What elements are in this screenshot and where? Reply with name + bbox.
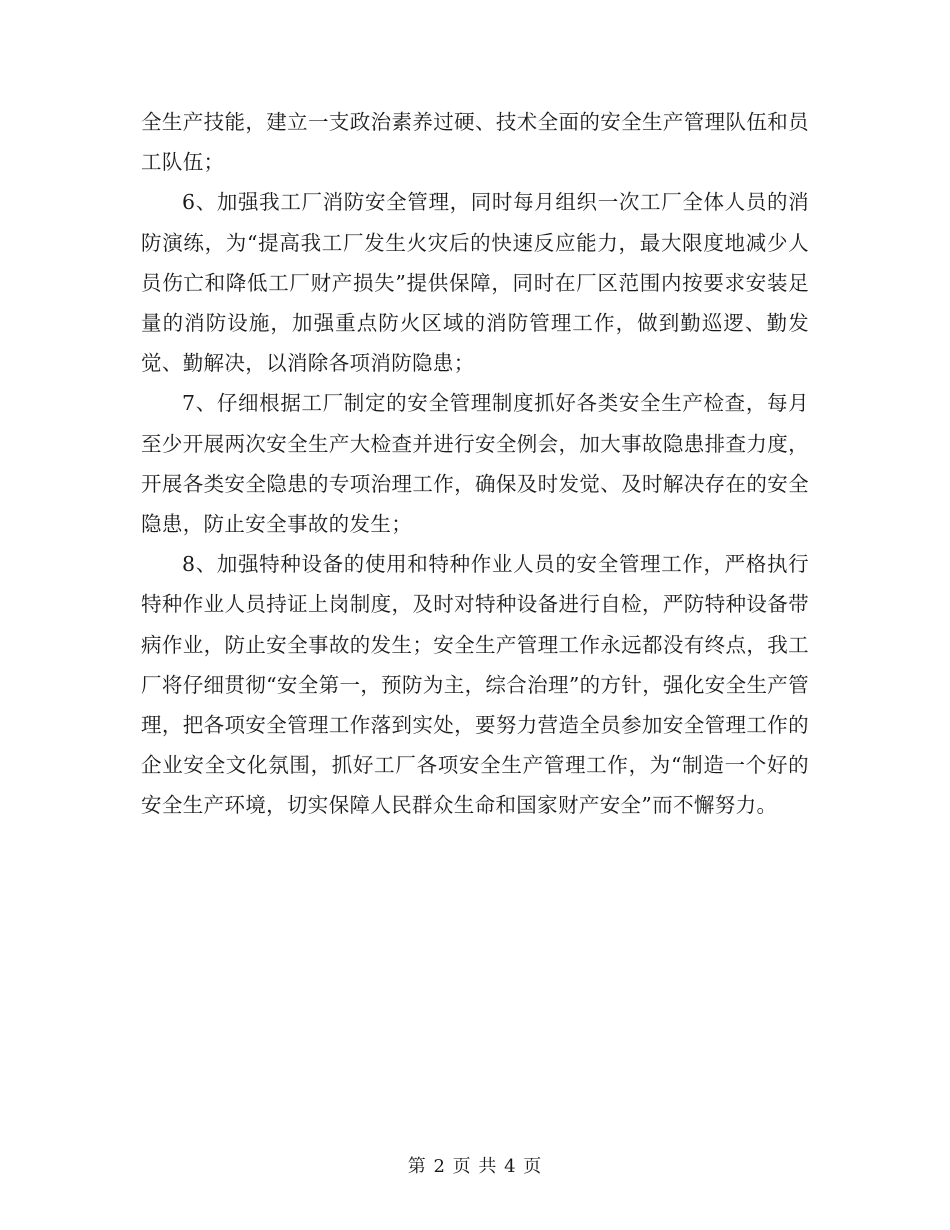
body-text xyxy=(141,102,809,826)
paragraph-item-7: 7、仔细根据工厂制定的安全管理制度抓好各类安全生产检查，每月至少开展两次安全生产大检查并进行安全例会，加大事故隐患排查力度，开展各类安全隐患的专项治理工作，确保及时发觉、及时解决存在的安全隐患，防止安全事故的发生； xyxy=(141,391,809,537)
page-number-footer: 第 2 页 共 4 页 xyxy=(407,1156,543,1177)
paragraph-item-8: 8、加强特种设备的使用和特种作业人员的安全管理工作，严格执行特种作业人员持证上岗制度，及时对特种设备进行自检，严防特种设备带病作业，防止安全事故的发生；安全生产管理工作永远都没有终点，我工厂将仔细贯彻“安全第一，预防为主，综合治理”的方针，强化安全生产管理，把各项安全管理工作落到实处，要努力营造全员参加安全管理工作的企业安全文化氛围，抓好工厂各项安全生产管理工作，为“制造一个好的安全生产环境，切实保障人民群众生命和国家财产安全”而不懈努力。 xyxy=(141,552,810,818)
paragraph-continuation: 全生产技能，建立一支政治素养过硬、技术全面的安全生产管理队伍和员工队伍； xyxy=(141,110,809,175)
paragraph-item-6: 6、加强我工厂消防安全管理，同时每月组织一次工厂全体人员的消防演练，为“提高我工厂发生火灾后的快速反应能力，最大限度地减少人员伤亡和降低工厂财产损失”提供保障，同时在厂区范围内按要求安装足量的消防设施，加强重点防火区域的消防管理工作，做到勤巡逻、勤发觉、勤解决，以消除各项消防隐患； xyxy=(141,190,809,376)
